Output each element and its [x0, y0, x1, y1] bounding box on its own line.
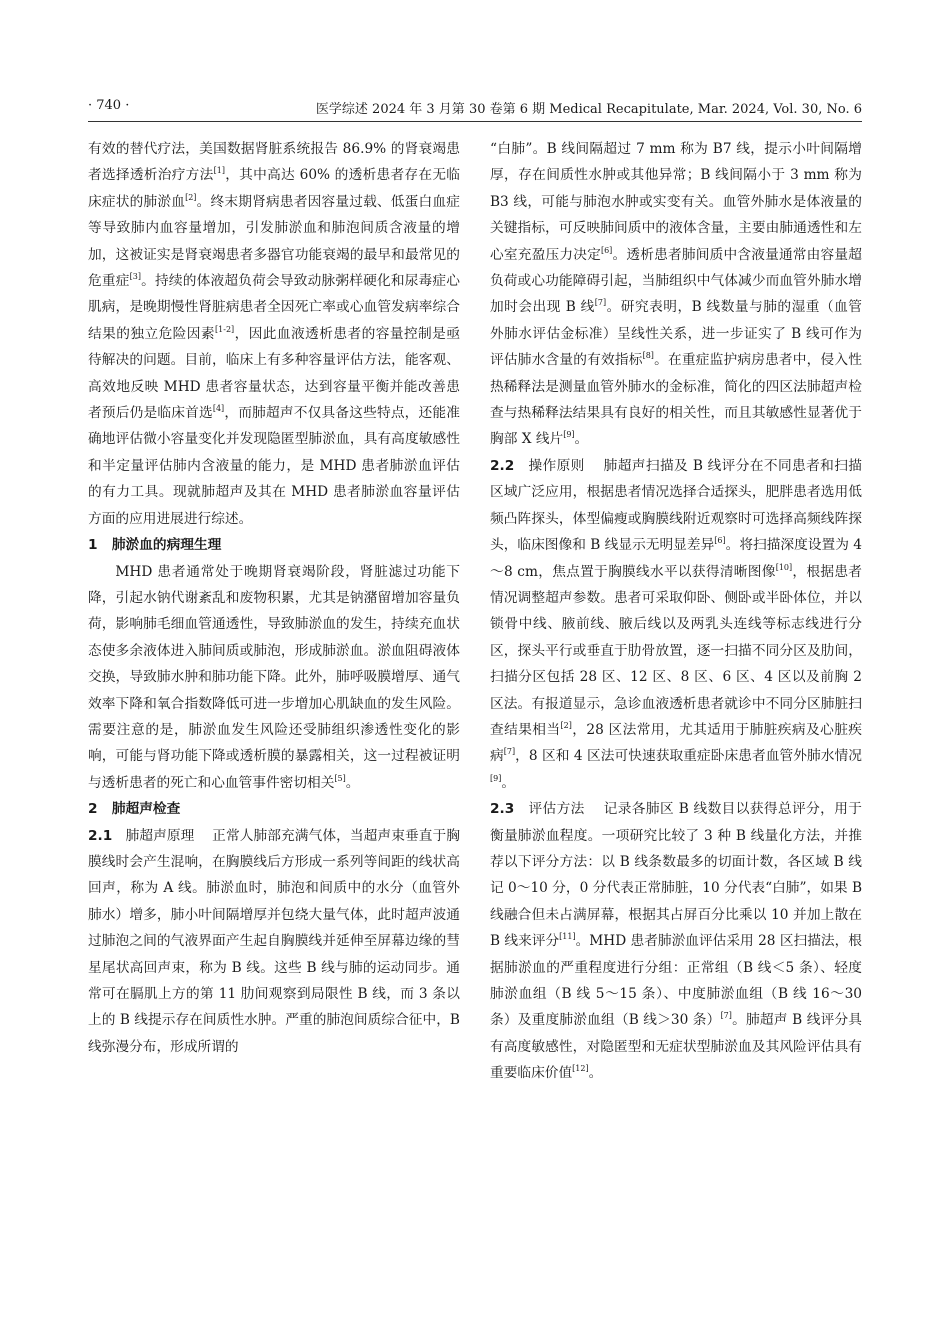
section-title: 肺淤血的病理生理: [111, 537, 222, 554]
citation-ref: [1-2]: [215, 324, 235, 334]
subsection-number: 2.2: [490, 457, 515, 474]
subsection-title: 肺超声原理: [125, 827, 195, 844]
subsection-body: 肺超声扫描及 B 线评分在不同患者和扫描区域广泛应用，根据患者情况选择合适探头，肥胖患者选用低频凸阵探头，体型偏瘦或胸膜线附近观察时可选择高频线阵探头，临床图像和 B 线显示无明显差异[6]。将扫描深度设置为 4～8 cm，焦点置于胸膜线水平以获得清晰图像[10]，根据患者情况调整超声参数。患者可采取仰卧、侧卧或半卧体位，并以锁骨中线、腋前线、腋后线以及两乳头连线等标志线进行分区，探头平行或垂直于肋骨放置，逐一扫描不同分区及肋间，扫描分区包括 28 区、12 区、8 区、6 区、4 区以及前胸 2 区法。有报道显示，急诊血液透析患者就诊中不同分区肺脏扫查结果相当[2]，28 区法常用，尤其适用于肺脏疾病及心脏疾病[7]，8 区和 4 区法可快速获取重症卧床患者血管外肺水情况[9]。: [490, 457, 863, 791]
citation-ref: [9]: [563, 430, 575, 440]
section-1-heading: [88, 532, 460, 558]
subsection-title: 评估方法: [528, 801, 585, 818]
subsection-body: 正常人肺部充满气体，当超声束垂直于胸膜线时会产生混响，在胸膜线后方形成一系列等间距的线状高回声，称为 A 线。肺淤血时，肺泡和间质中的水分（血管外肺水）增多，肺小叶间隔增厚并包绕大量气体，此时超声波通过肺泡之间的气液界面产生起自胸膜线并延伸至屏幕边缘的彗星尾状高回声束，称为 B 线。这些 B 线与肺的运动同步。通常可在膈肌上方的第 11 肋间观察到局限性 B 线，而 3 条以上的 B 线提示存在间质性水肿。严重的肺泡间质综合征中，B 线弥漫分布，形成所谓的: [88, 827, 460, 1055]
subsection-body: 记录各肺区 B 线数目以获得总评分，用于衡量肺淤血程度。一项研究比较了 3 种 B 线量化方法，并推荐以下评分方法：以 B 线条数最多的切面计数，各区域 B 线记 0～10 分，0 分代表正常肺脏，10 分代表“白肺”，如果 B 线融合但未占满屏幕，根据其占屏百分比乘以 10 并加上散在 B 线来评分[11]。MHD 患者肺淤血评估采用 28 区扫描法，根据肺淤血的严重程度进行分组：正常组（B 线＜5 条）、轻度肺淤血组（B 线 5～15 条）、中度肺淤血组（B 线 16～30 条）及重度肺淤血组（B 线＞30 条）[7]。肺超声 B 线评分具有高度敏感性，对隐匿型和无症状型肺淤血及其风险评估具有重要临床价值[12]。: [490, 801, 862, 1082]
section-number: 1: [88, 537, 98, 554]
citation-ref: [1]: [213, 166, 225, 176]
citation-ref: [5]: [334, 773, 346, 783]
section-title: 肺超声检查: [111, 801, 181, 818]
citation-ref: [10]: [775, 562, 793, 572]
right-column: [490, 136, 862, 1087]
citation-ref: [12]: [572, 1064, 589, 1074]
citation-ref: [3]: [129, 272, 141, 282]
subsection-title: 操作原则: [528, 457, 585, 474]
citation-ref: [9]: [490, 773, 502, 783]
citation-ref: [2]: [560, 720, 572, 730]
subsection-2-3-paragraph: [490, 796, 862, 1086]
citation-ref: [6]: [714, 536, 726, 546]
citation-ref: [7]: [594, 298, 607, 308]
citation-ref: [2]: [185, 192, 197, 202]
subsection-number: 2.3: [490, 801, 515, 818]
continued-paragraph: “白肺”。B 线间隔超过 7 mm 称为 B7 线，提示小叶间隔增厚，存在间质性水肿或其他异常；B 线间隔小于 3 mm 称为 B3 线，可能与肺泡水肿或实变有关。血管外肺水是体液量的关键指标，可反映肺间质中的液体含量，主要由肺通透性和左心室充盈压力决定[6]。透析患者肺间质中含液量通常由容量超负荷或心功能障碍引起，当肺组织中气体减少而血管外肺水增加时会出现 B 线[7]。研究表明，B 线数量与肺的湿重（血管外肺水评估金标准）呈线性关系，进一步证实了 B 线可作为评估肺水含量的有效指标[8]。在重症监护病房患者中，侵入性热稀释法是测量血管外肺水的金标准，简化的四区法肺超声检查与热稀释法结果具有良好的相关性，而且其敏感性显著优于胸部 X 线片[9]。: [490, 141, 862, 448]
page-number: · 740 ·: [88, 98, 130, 113]
intro-paragraph: 有效的替代疗法，美国数据肾脏系统报告 86.9% 的肾衰竭患者选择透析治疗方法[1]，其中高达 60% 的透析患者存在无临床症状的肺淤血[2]。终末期肾病患者因容量过载、低蛋白血症等导致肺内血容量增加，引发肺淤血和肺泡间质含液量的增加，这被证实是肾衰竭患者多器官功能衰竭的最早和最常见的危重症[3]。持续的体液超负荷会导致动脉粥样硬化和尿毒症心肌病，是晚期慢性肾脏病患者全因死亡率或心血管发病率综合结果的独立危险因素[1-2]，因此血液透析患者的容量控制是亟待解决的问题。目前，临床上有多种容量评估方法，能客观、高效地反映 MHD 患者容量状态，达到容量平衡并能改善患者预后仍是临床首选[4]，而肺超声不仅具备这些特点，还能准确地评估微小容量变化并发现隐匿型肺淤血，具有高度敏感性和半定量评估肺内含液量的能力，是 MHD 患者肺淤血评估的有力工具。现就肺超声及其在 MHD 患者肺淤血容量评估方面的应用进展进行综述。: [88, 141, 460, 527]
pathophysiology-paragraph: MHD 患者通常处于晚期肾衰竭阶段，肾脏滤过功能下降，引起水钠代谢紊乱和废物积累，尤其是钠潴留增加容量负荷，影响肺毛细血管通透性，导致肺淤血的发生，持续充血状态使多余液体进入肺间质或肺泡，形成肺淤血。淤血阻碍液体交换，导致肺水肿和肺功能下降。此外，肺呼吸膜增厚、通气效率下降和氧合指数降低可进一步增加心肌缺血的发生风险。需要注意的是，肺淤血发生风险还受肺组织渗透性变化的影响，可能与肾功能下降或透析膜的暴露相关，这一过程被证明与透析患者的死亡和心血管事件密切相关[5]。: [88, 563, 460, 791]
citation-ref: [7]: [720, 1011, 732, 1021]
subsection-number: 2.1: [88, 827, 113, 844]
citation-ref: [6]: [600, 245, 613, 255]
subsection-2-2-paragraph: [490, 453, 862, 796]
citation-ref: [11]: [559, 932, 576, 942]
citation-ref: [8]: [642, 351, 654, 361]
subsection-2-1-paragraph: [88, 823, 460, 1061]
left-column: [88, 136, 460, 1060]
citation-ref: [4]: [212, 404, 225, 414]
section-number: 2: [88, 801, 98, 818]
running-header: [88, 94, 862, 120]
journal-citation: 医学综述 2024 年 3 月第 30 卷第 6 期 Medical Recapitulate, Mar. 2024, Vol. 30, No. 6: [315, 102, 862, 117]
header-rule: [88, 121, 862, 122]
section-2-heading: [88, 796, 460, 822]
citation-ref: [7]: [503, 747, 516, 757]
